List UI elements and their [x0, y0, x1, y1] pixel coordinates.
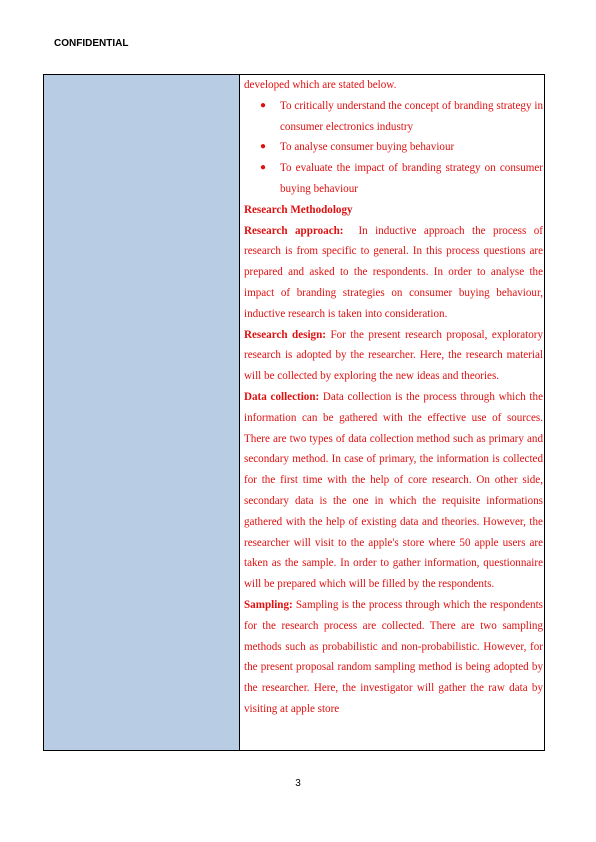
collection-title: Data collection: — [244, 390, 320, 403]
objectives-list — [244, 96, 543, 200]
approach-text: In inductive approach the process of research is from specific to general. In this process questions are prepared and asked to the respondents. In order to analyse the impact of branding strategies on consumer buying behaviour, inductive research is taken into consideration. — [244, 224, 544, 320]
approach-title: Research approach: — [244, 224, 344, 237]
objective-text: To critically understand the concept of branding strategy in consumer electronics industry — [280, 99, 543, 133]
page-number: 3 — [295, 778, 301, 789]
research-design-paragraph — [244, 325, 543, 387]
left-shaded-cell — [44, 75, 240, 750]
objective-item — [244, 158, 543, 200]
methodology-heading: Research Methodology — [244, 203, 353, 216]
bullet-icon: ● — [260, 99, 267, 111]
objective-text: To evaluate the impact of branding strategy on consumer buying behaviour — [280, 162, 543, 195]
data-collection-paragraph — [244, 387, 543, 595]
objective-item — [244, 137, 543, 158]
sampling-title: Sampling: — [244, 598, 293, 611]
bullet-icon: ● — [260, 162, 267, 174]
sampling-text: Sampling is the process through which the respondents for the research process are collected. There are two sampling methods such as probabilistic and non-probabilistic. However, for the present proposal random sampling method is being adopted by the researcher. Here, the investigator will gather the raw data by visiting at apple store — [244, 598, 543, 715]
sampling-paragraph — [244, 595, 543, 720]
right-text-cell — [240, 75, 544, 750]
intro-text: developed which are stated below. — [244, 79, 397, 91]
bullet-icon: ● — [260, 141, 267, 153]
research-approach-paragraph — [244, 221, 543, 325]
confidential-header: CONFIDENTIAL — [54, 38, 129, 49]
objective-text: To analyse consumer buying behaviour — [280, 141, 455, 154]
collection-text: Data collection is the process through which the information can be gathered with the effective use of sources. There are two types of data collection method such as primary and secondary method. In case of primary, the information is collected for the first time with the help of core research. On other side, secondary data is the one in which the requisite informations gathered with the help of existing data and theories. However, the researcher will visit to the apple's store where 50 apple users are taken as the sample. In order to gather information, questionnaire will be prepared which will be filled by the respondents. — [244, 390, 543, 591]
content-table — [43, 74, 545, 751]
objective-item — [244, 96, 543, 138]
design-text: For the present research proposal, exploratory research is adopted by the researcher. Here, the research material will be collected by exploring the new ideas and theories. — [244, 328, 543, 383]
design-title: Research design: — [244, 328, 326, 341]
